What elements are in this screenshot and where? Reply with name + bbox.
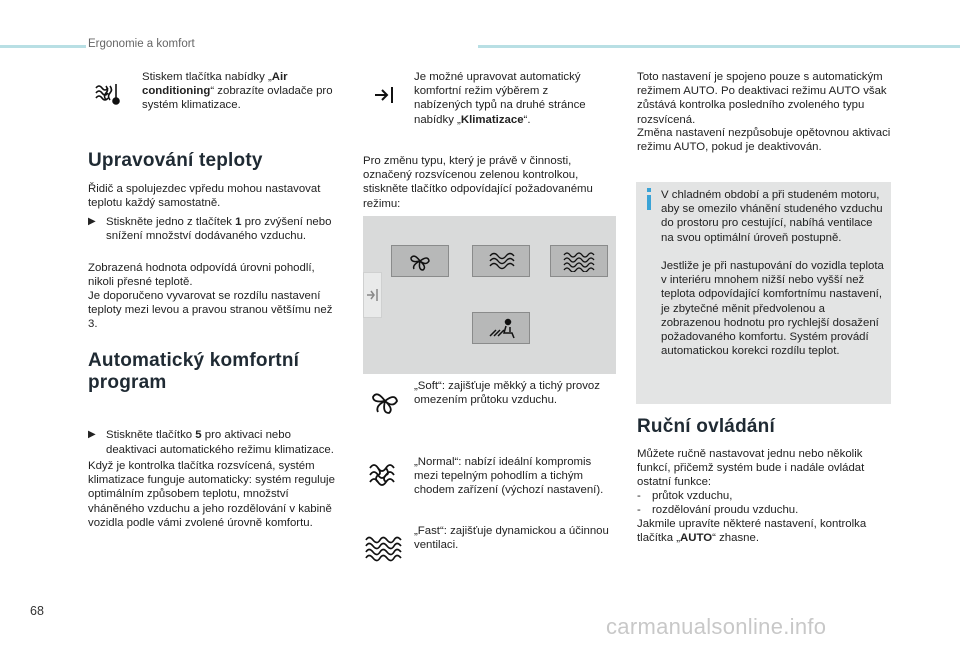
screen-fan-fast-button[interactable]: [550, 245, 608, 277]
auto-link-paragraph-2: Změna nastavení nezpůsobuje opětovnou aktivaci režimu AUTO, pokud je deaktivován.: [637, 127, 891, 154]
manual-end-paragraph: Jakmile upravíte některé nastavení, kontrolka tlačítka „AUTO“ zhasne.: [637, 518, 867, 545]
note-paragraph-1: V chladném období a při studeném motoru, aby se omezilo vhánění studeného vzduchu do prostoru pro cestující, nabíhá ventilace na svou optimální úroveň postupně.: [661, 189, 883, 244]
arrow-bullet-icon: ▶: [88, 216, 96, 227]
note-paragraph-2: Jestliže je při nastupování do vozidla teplota v interiéru mnohem nižší nebo vyšší než teplota odpovídající komfortnímu nastavení, je zbytečné měnit předvolenou a zobrazenou hodnotu pro rychlejší dosažení požadovaného komfortu. Systém provádí automatickou korekci rozdílu teplot.: [661, 260, 884, 358]
screen-fan-soft-button[interactable]: [391, 245, 449, 277]
mode-soft-text: „Soft“: zajišťuje měkký a tichý provoz omezením průtoku vzduchu.: [414, 380, 600, 407]
fan-fast-icon: [364, 534, 406, 562]
back-arrow-icon: [364, 273, 381, 317]
section-title: Ergonomie a komfort: [88, 38, 195, 50]
next-page-icon: [373, 83, 397, 107]
next-page-paragraph: Je možné upravovat automatický komfortní režim výběrem z nabízených typů na druhé stránce nabídky „Klimatizace“.: [414, 71, 586, 126]
header-bar-right: [478, 45, 960, 48]
info-icon: [644, 188, 654, 210]
arrow-bullet-icon: ▶: [88, 429, 96, 441]
list-item: - rozdělování proudu vzduchu.: [637, 504, 799, 517]
manual-list: [637, 489, 892, 517]
fan-fast-icon: [561, 250, 597, 272]
passenger-fan-icon: [486, 316, 516, 340]
page-number: 68: [30, 604, 44, 618]
list-item: - průtok vzduchu,: [637, 490, 733, 502]
temp-bullet: ▶ Stiskněte jedno z tlačítek 1 pro zvýšení nebo snížení množství dodávaného vzduchu.: [88, 216, 332, 243]
mode-fast-text: „Fast“: zajišťuje dynamickou a účinnou ventilaci.: [414, 525, 609, 552]
watermark: carmanualsonline.info: [606, 614, 827, 639]
heading-manual-control: Ruční ovládání: [637, 416, 775, 437]
fan-menu-icon: [93, 80, 123, 106]
intro-paragraph: Stiskem tlačítka nabídky „Air conditioning“ zobrazíte ovladače pro systém klimatizace.: [142, 71, 333, 112]
fan-soft-icon: [370, 386, 400, 416]
heading-auto-program: Automatický komfortní program: [88, 350, 300, 393]
climate-screen: [363, 216, 616, 374]
screen-fan-normal-button[interactable]: [472, 245, 530, 277]
mode-normal-text: „Normal“: nabízí ideální kompromis mezi tepelným pohodlím a tichým chodem zařízení (výchozí nastavení).: [414, 456, 604, 497]
auto-paragraph: Když je kontrolka tlačítka rozsvícená, systém klimatizace funguje automaticky: systém reguluje optimálním způsobem teplotu, množství vháněného vzduchu a jeho rozdělování v kabině vozidla podle vámi zvolené úrovně komfortu.: [88, 460, 335, 529]
fan-normal-icon: [486, 250, 516, 272]
temp-paragraph-1: Řidič a spolujezdec vpředu mohou nastavovat teplotu každý samostatně.: [88, 183, 321, 210]
heading-temperature: Upravování teploty: [88, 150, 263, 171]
temp-paragraph-3: Je doporučeno vyvarovat se rozdílu nastavení teploty mezi levou a pravou stranou většímu než 3.: [88, 290, 333, 331]
manual-paragraph: Můžete ručně nastavovat jednu nebo několik funkcí, přičemž systém bude i nadále ovládat ostatní funkce:: [637, 448, 865, 489]
auto-link-paragraph: Toto nastavení je spojeno pouze s automatickým režimem AUTO. Po deaktivaci režimu AUTO však zůstává kontrolka posledního zvoleného typu rozsvícená.: [637, 71, 887, 126]
fan-normal-icon: [367, 460, 403, 490]
change-type-paragraph: Pro změnu typu, který je právě v činnosti, označený rozsvícenou zelenou kontrolkou, stiskněte tlačítko odpovídající požadovanému režimu:: [363, 155, 593, 210]
temp-paragraph-2: Zobrazená hodnota odpovídá úrovni pohodlí, nikoli přesné teplotě.: [88, 262, 315, 289]
screen-back-button[interactable]: [363, 272, 382, 318]
auto-bullet: ▶ Stiskněte tlačítko 5 pro aktivaci nebo deaktivaci automatického režimu klimatizace.: [88, 429, 334, 456]
screen-fan-passenger-button[interactable]: [472, 312, 530, 344]
header-bar-left: [0, 45, 86, 48]
fan-soft-icon: [408, 250, 432, 272]
